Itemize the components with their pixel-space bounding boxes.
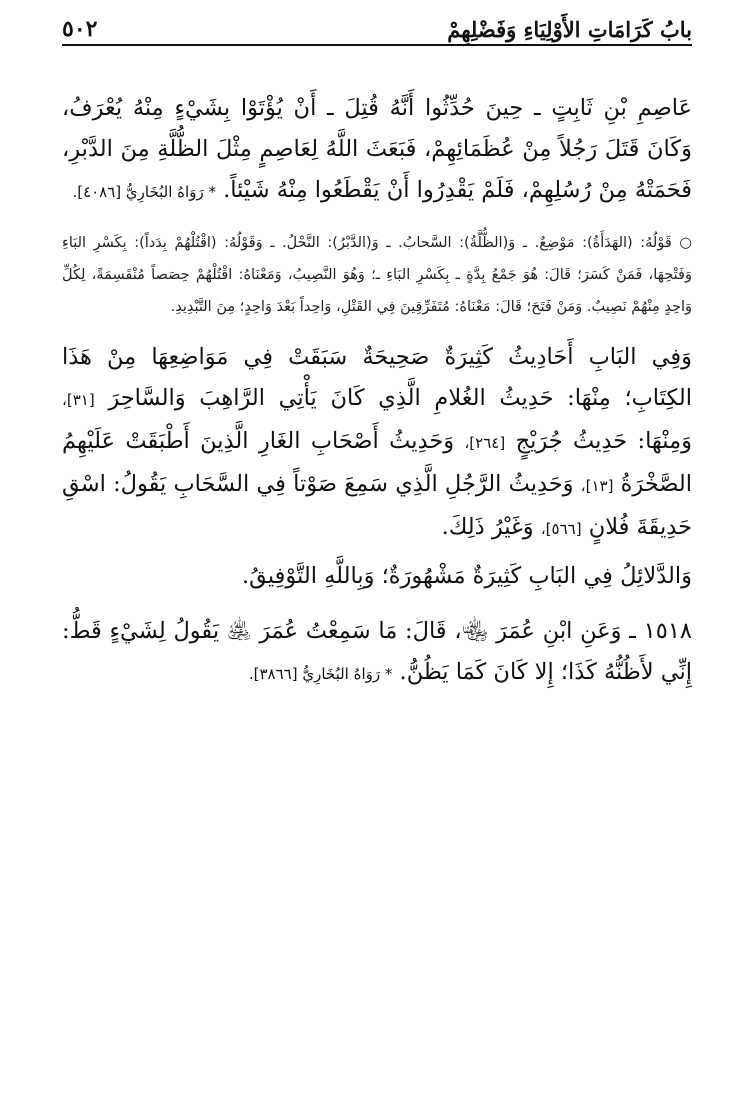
running-header [62, 12, 692, 46]
related-text-5: وَغَيْرُ ذَلِكَ. [441, 514, 534, 540]
page-number: ٥٠٢ [62, 16, 98, 42]
related-text-3: وَحَدِيثُ أَصْحَابِ الغَارِ الَّذِينَ أَطْبَقَتْ عَلَيْهِمُ الصَّخْرَةُ [62, 428, 692, 497]
page [62, 12, 692, 695]
hadith-1518 [62, 611, 692, 695]
evidence-paragraph: وَالدَّلائِلُ فِي البَابِ كَثِيرَةٌ مَشْهُورَةٌ؛ وَبِاللَّهِ التَّوْفِيقُ. [241, 563, 692, 589]
hadith-number: ١٥١٨ [643, 618, 692, 644]
running-title: بابُ كَرَامَاتِ الأَوْلِيَاءِ وَفَضْلِهِمْ [447, 17, 692, 42]
reference-566: [٥٦٦]، [540, 520, 582, 538]
hadith-text: ـ وَعَنِ ابْنِ عُمَرَ ﵄، قَالَ: مَا سَمِعْتُ عُمَرَ ﵁ يَقُولُ لِشَيْءٍ قَطُّ: إِنِّي لأَظُنُّهُ كَذَا؛ إِلا كَانَ كَمَا يَظُنُّ. [62, 618, 692, 685]
explanatory-notes: ○ قَوْلُهُ: (الهَدَأَةُ): مَوْضِعٌ. ـ وَ(الظُّلَّةُ): السَّحابُ. ـ وَ(الدَّبْرُ): النَّحْلُ. ـ وَقَوْلُهُ: (اقْتُلْهُمْ بِدَداً): بِكَسْرِ البَاءِ وَفَتْحِهَا، فَمَنْ كَسَرَ؛ قَالَ: هُوَ جَمْعُ بِدَّةٍ ـ بِكَسْرِ البَاءِ ـ؛ وَهُوَ النَّصِيبُ، وَمَعْنَاهُ: اقْتُلْهُمْ حِصَصاً مُنْقَسِمَةً، لِكُلِّ وَاحِدٍ مِنْهُمْ نَصِيبٌ. وَمَنْ فَتَحَ؛ قَالَ: مَعْنَاهُ: مُتَفَرِّقِينَ فِي القَتْلِ، وَاحِداً بَعْدَ وَاحِدٍ؛ مِنَ التَّبْدِيدِ. [62, 235, 692, 315]
reference-13: [١٣]، [580, 477, 614, 495]
reference-264: [٢٦٤]، [464, 434, 506, 452]
hadith-source: * رَوَاهُ البُخَارِيُّ [٣٨٦٦]. [248, 665, 393, 683]
related-text-1: وَفِي البَابِ أَحَادِيثُ كَثِيرَةٌ صَحِيحَةٌ سَبَقَتْ فِي مَوَاضِعِهَا مِنْ هَذَا الكِتَابِ؛ مِنْهَا: حَدِيثُ الغُلامِ الَّذِي كَانَ يَأْتِي الرَّاهِبَ وَالسَّاحِرَ [62, 344, 692, 411]
related-text-4: وَحَدِيثُ الرَّجُلِ الَّذِي سَمِعَ صَوْتاً فِي السَّحَابِ يَقُولُ: اسْقِ حَدِيقَةَ فُلانٍ [62, 471, 692, 540]
reference-31: [٣١]، [62, 391, 95, 409]
narrative-text: عَاصِمِ بْنِ ثَابِتٍ ـ حِينَ حُدِّثُوا أَنَّهُ قُتِلَ ـ أَنْ يُؤْتَوْا بِشَيْءٍ مِنْهُ يُعْرَفُ، وَكَانَ قَتَلَ رَجُلاً مِنْ عُظَمَائِهِمْ، فَبَعَثَ اللَّهُ لِعَاصِمٍ مِثْلَ الظُّلَّةِ مِنَ الدَّبْرِ، فَحَمَتْهُ مِنْ رُسُلِهِمْ، فَلَمْ يَقْدِرُوا أَنْ يَقْطَعُوا مِنْهُ شَيْئاً. [62, 95, 692, 203]
narrative-paragraph [62, 88, 692, 213]
narrative-source: * رَوَاهُ البُخَارِيُّ [٤٠٨٦]. [72, 183, 216, 201]
related-hadiths-paragraph [62, 337, 692, 550]
related-text-2: وَمِنْهَا: حَدِيثُ جُرَيْجٍ [515, 428, 693, 454]
